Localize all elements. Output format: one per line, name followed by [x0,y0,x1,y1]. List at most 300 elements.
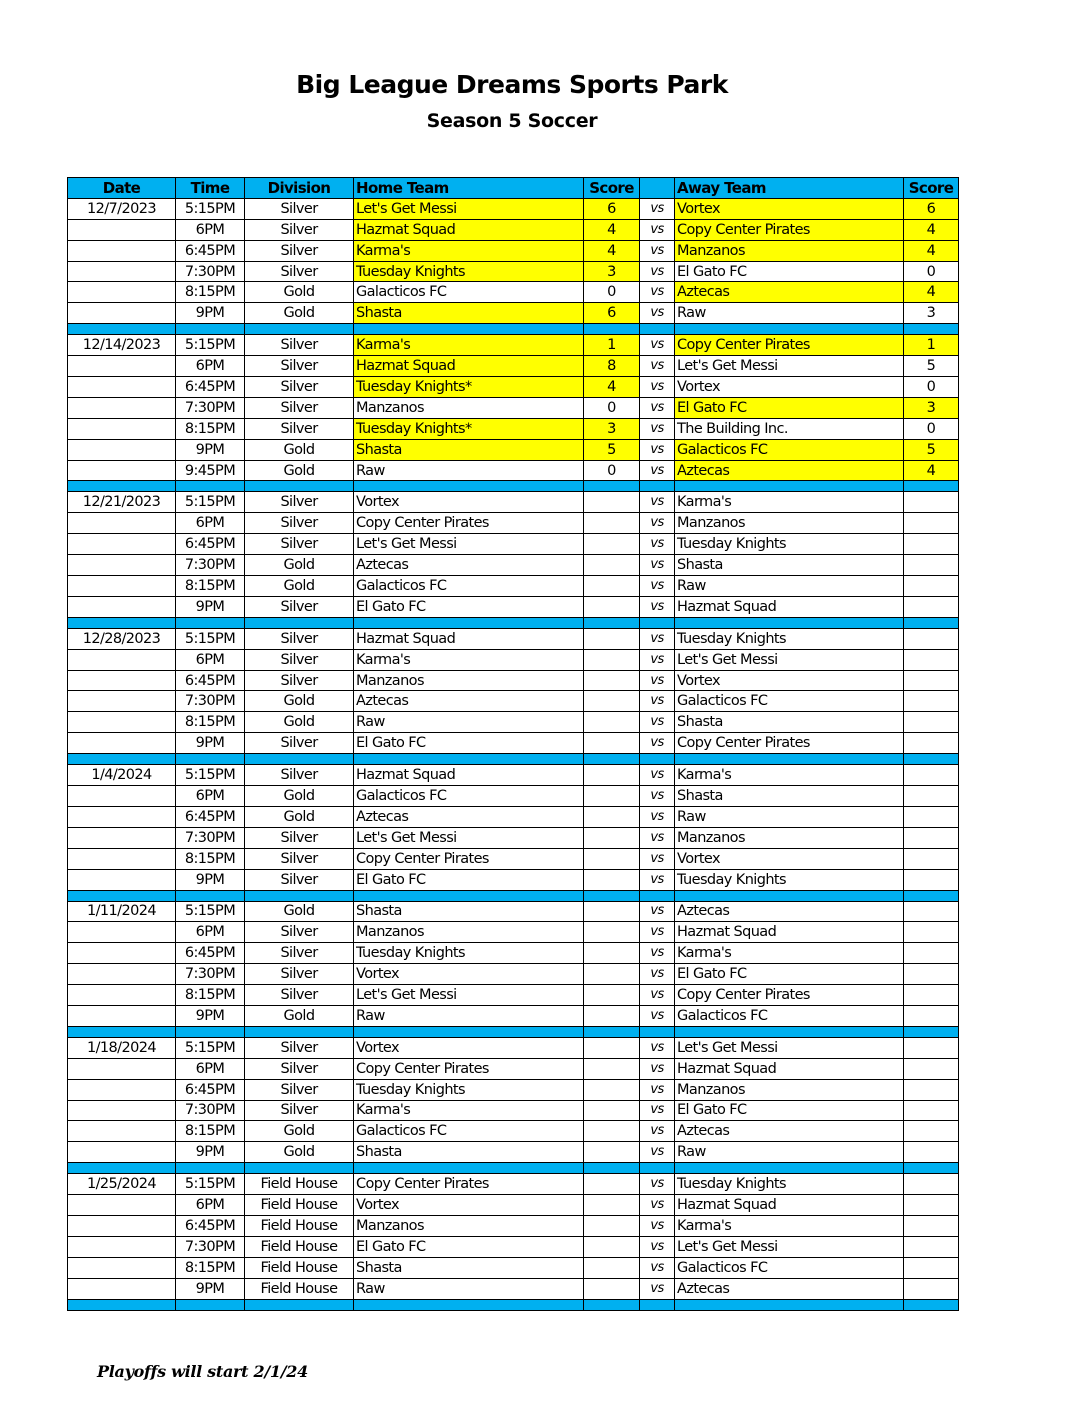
home-team-cell: Tuesday Knights [354,943,584,964]
home-team-cell: Shasta [354,1257,584,1278]
away-team-cell: Manzanos [675,513,904,534]
home-team-cell: Let's Get Messi [354,985,584,1006]
week-separator [68,324,959,335]
page-subtitle: Season 5 Soccer [426,110,598,132]
date-cell [68,985,176,1006]
away-score-cell [904,1100,959,1121]
time-cell: 9PM [176,1005,245,1026]
home-score-cell: 0 [584,397,640,418]
game-row [68,964,959,985]
home-score-cell [584,869,640,890]
away-score-cell [904,492,959,513]
date-cell [68,513,176,534]
separator-cell [904,1026,959,1037]
away-team-cell: Let's Get Messi [675,649,904,670]
home-score-cell: 6 [584,198,640,219]
date-cell [68,596,176,617]
division-cell: Silver [245,922,354,943]
game-row [68,356,959,377]
away-team-cell: Aztecas [675,1121,904,1142]
date-cell [68,691,176,712]
time-cell: 5:15PM [176,1174,245,1195]
home-score-cell [584,943,640,964]
away-score-cell [904,1236,959,1257]
vs-cell: vs [640,303,675,324]
separator-cell [904,754,959,765]
division-cell: Silver [245,943,354,964]
date-cell [68,1257,176,1278]
home-team-cell: Copy Center Pirates [354,513,584,534]
vs-cell: vs [640,869,675,890]
time-cell: 9PM [176,303,245,324]
home-score-cell [584,964,640,985]
vs-cell: vs [640,712,675,733]
separator-cell [68,754,176,765]
header-home-score: Score [584,178,640,199]
away-team-cell: Let's Get Messi [675,1236,904,1257]
game-row [68,1100,959,1121]
away-score-cell: 3 [904,303,959,324]
time-cell: 9PM [176,1142,245,1163]
date-cell: 1/11/2024 [68,901,176,922]
home-team-cell: Aztecas [354,555,584,576]
game-row [68,377,959,398]
time-cell: 7:30PM [176,691,245,712]
home-score-cell [584,733,640,754]
home-team-cell: Raw [354,1005,584,1026]
separator-cell [904,890,959,901]
separator-cell [640,617,675,628]
time-cell: 8:15PM [176,1257,245,1278]
time-cell: 8:15PM [176,985,245,1006]
division-cell: Gold [245,303,354,324]
separator-cell [675,617,904,628]
home-team-cell: Raw [354,712,584,733]
vs-cell: vs [640,356,675,377]
separator-cell [354,1163,584,1174]
away-score-cell [904,596,959,617]
separator-cell [640,754,675,765]
vs-cell: vs [640,240,675,261]
game-row [68,806,959,827]
vs-cell: vs [640,397,675,418]
time-cell: 7:30PM [176,1100,245,1121]
home-score-cell [584,492,640,513]
division-cell: Silver [245,765,354,786]
away-team-cell: Let's Get Messi [675,1037,904,1058]
division-cell: Gold [245,460,354,481]
game-row [68,712,959,733]
vs-cell: vs [640,1058,675,1079]
away-team-cell: Copy Center Pirates [675,985,904,1006]
week-separator [68,617,959,628]
separator-cell [68,481,176,492]
separator-cell [675,324,904,335]
vs-cell: vs [640,1005,675,1026]
game-row [68,670,959,691]
away-score-cell [904,534,959,555]
vs-cell: vs [640,261,675,282]
separator-cell [176,890,245,901]
home-team-cell: Tuesday Knights* [354,377,584,398]
playoffs-note: Playoffs will start 2/1/24 [97,1362,308,1381]
game-row [68,1121,959,1142]
time-cell: 6:45PM [176,1079,245,1100]
home-score-cell [584,765,640,786]
game-row [68,513,959,534]
schedule-body [68,198,959,1310]
away-score-cell: 5 [904,356,959,377]
vs-cell: vs [640,786,675,807]
home-score-cell: 8 [584,356,640,377]
away-score-cell [904,1037,959,1058]
away-score-cell [904,765,959,786]
separator-cell [176,324,245,335]
away-score-cell: 0 [904,418,959,439]
vs-cell: vs [640,534,675,555]
date-cell: 12/7/2023 [68,198,176,219]
home-team-cell: Galacticos FC [354,282,584,303]
time-cell: 6:45PM [176,240,245,261]
division-cell: Silver [245,356,354,377]
game-row [68,943,959,964]
time-cell: 7:30PM [176,555,245,576]
game-row [68,576,959,597]
away-score-cell [904,649,959,670]
time-cell: 6:45PM [176,943,245,964]
week-separator [68,481,959,492]
away-team-cell: El Gato FC [675,964,904,985]
vs-cell: vs [640,460,675,481]
vs-cell: vs [640,1037,675,1058]
division-cell: Silver [245,827,354,848]
vs-cell: vs [640,649,675,670]
away-team-cell: Raw [675,806,904,827]
date-cell [68,1100,176,1121]
away-score-cell [904,985,959,1006]
away-score-cell [904,712,959,733]
away-score-cell [904,901,959,922]
vs-cell: vs [640,377,675,398]
away-team-cell: Copy Center Pirates [675,219,904,240]
game-row [68,922,959,943]
game-row [68,848,959,869]
away-score-cell: 4 [904,460,959,481]
home-team-cell: Let's Get Messi [354,534,584,555]
division-cell: Silver [245,964,354,985]
game-row [68,335,959,356]
away-score-cell [904,691,959,712]
division-cell: Silver [245,628,354,649]
vs-cell: vs [640,1079,675,1100]
game-row [68,1174,959,1195]
home-team-cell: Manzanos [354,922,584,943]
separator-cell [584,890,640,901]
date-cell [68,439,176,460]
away-score-cell [904,786,959,807]
vs-cell: vs [640,806,675,827]
separator-cell [245,890,354,901]
away-score-cell [904,1195,959,1216]
time-cell: 6PM [176,356,245,377]
separator-cell [68,1026,176,1037]
home-score-cell [584,576,640,597]
away-score-cell [904,1079,959,1100]
separator-cell [245,1299,354,1310]
division-cell: Silver [245,848,354,869]
separator-cell [354,1026,584,1037]
separator-cell [245,1163,354,1174]
separator-cell [675,890,904,901]
division-cell: Silver [245,198,354,219]
division-cell: Silver [245,418,354,439]
home-score-cell [584,848,640,869]
date-cell: 12/21/2023 [68,492,176,513]
away-team-cell: Tuesday Knights [675,534,904,555]
division-cell: Field House [245,1278,354,1299]
date-cell [68,219,176,240]
time-cell: 9:45PM [176,460,245,481]
away-team-cell: Karma's [675,943,904,964]
away-score-cell: 0 [904,261,959,282]
game-row [68,303,959,324]
home-score-cell [584,712,640,733]
vs-cell: vs [640,985,675,1006]
separator-cell [904,1163,959,1174]
vs-cell: vs [640,555,675,576]
away-score-cell [904,1005,959,1026]
time-cell: 8:15PM [176,1121,245,1142]
home-team-cell: Vortex [354,1037,584,1058]
away-team-cell: Karma's [675,1215,904,1236]
separator-cell [68,1299,176,1310]
away-team-cell: El Gato FC [675,1100,904,1121]
separator-cell [245,754,354,765]
separator-cell [354,1299,584,1310]
game-row [68,397,959,418]
date-cell [68,943,176,964]
home-team-cell: Let's Get Messi [354,827,584,848]
away-score-cell [904,922,959,943]
time-cell: 6:45PM [176,377,245,398]
division-cell: Gold [245,691,354,712]
home-team-cell: Hazmat Squad [354,356,584,377]
division-cell: Silver [245,513,354,534]
away-team-cell: Manzanos [675,827,904,848]
separator-cell [354,324,584,335]
division-cell: Gold [245,901,354,922]
time-cell: 9PM [176,869,245,890]
vs-cell: vs [640,282,675,303]
vs-cell: vs [640,418,675,439]
home-team-cell: Galacticos FC [354,786,584,807]
time-cell: 7:30PM [176,397,245,418]
away-team-cell: Raw [675,576,904,597]
home-score-cell [584,649,640,670]
division-cell: Gold [245,555,354,576]
away-team-cell: Manzanos [675,1079,904,1100]
game-row [68,1195,959,1216]
time-cell: 5:15PM [176,901,245,922]
home-team-cell: Galacticos FC [354,1121,584,1142]
separator-cell [584,754,640,765]
date-cell [68,1005,176,1026]
away-score-cell [904,869,959,890]
time-cell: 9PM [176,1278,245,1299]
time-cell: 5:15PM [176,198,245,219]
date-cell [68,534,176,555]
game-row [68,1079,959,1100]
home-team-cell: Shasta [354,439,584,460]
home-score-cell [584,1037,640,1058]
game-row [68,649,959,670]
away-team-cell: Tuesday Knights [675,1174,904,1195]
home-score-cell: 3 [584,261,640,282]
time-cell: 8:15PM [176,282,245,303]
time-cell: 6:45PM [176,670,245,691]
home-team-cell: Copy Center Pirates [354,1174,584,1195]
separator-cell [245,1026,354,1037]
away-team-cell: Raw [675,1142,904,1163]
time-cell: 8:15PM [176,712,245,733]
away-score-cell: 5 [904,439,959,460]
date-cell [68,576,176,597]
away-team-cell: Karma's [675,765,904,786]
home-team-cell: El Gato FC [354,733,584,754]
home-score-cell [584,827,640,848]
date-cell [68,922,176,943]
home-score-cell [584,901,640,922]
home-score-cell [584,1278,640,1299]
away-score-cell: 0 [904,377,959,398]
home-team-cell: Manzanos [354,397,584,418]
time-cell: 7:30PM [176,1236,245,1257]
separator-cell [640,481,675,492]
division-cell: Field House [245,1257,354,1278]
separator-cell [176,1163,245,1174]
home-score-cell [584,628,640,649]
separator-cell [68,324,176,335]
time-cell: 5:15PM [176,628,245,649]
home-team-cell: Let's Get Messi [354,198,584,219]
away-team-cell: Tuesday Knights [675,628,904,649]
home-team-cell: Copy Center Pirates [354,1058,584,1079]
division-cell: Silver [245,219,354,240]
separator-cell [176,754,245,765]
away-score-cell [904,1142,959,1163]
time-cell: 8:15PM [176,848,245,869]
separator-cell [904,1299,959,1310]
time-cell: 7:30PM [176,827,245,848]
game-row [68,596,959,617]
away-team-cell: Galacticos FC [675,439,904,460]
game-row [68,869,959,890]
separator-cell [584,617,640,628]
separator-cell [68,890,176,901]
date-cell [68,555,176,576]
away-team-cell: Shasta [675,712,904,733]
division-cell: Silver [245,670,354,691]
away-team-cell: Aztecas [675,460,904,481]
game-row [68,1236,959,1257]
home-team-cell: El Gato FC [354,1236,584,1257]
date-cell [68,356,176,377]
separator-cell [904,617,959,628]
away-team-cell: Aztecas [675,282,904,303]
page-title: Big League Dreams Sports Park [296,70,728,99]
time-cell: 5:15PM [176,335,245,356]
vs-cell: vs [640,848,675,869]
game-row [68,1257,959,1278]
home-score-cell: 1 [584,335,640,356]
date-cell [68,303,176,324]
away-team-cell: Karma's [675,492,904,513]
division-cell: Silver [245,649,354,670]
vs-cell: vs [640,576,675,597]
away-team-cell: Shasta [675,786,904,807]
separator-cell [176,481,245,492]
time-cell: 6:45PM [176,1215,245,1236]
home-team-cell: El Gato FC [354,869,584,890]
home-score-cell: 5 [584,439,640,460]
home-team-cell: Manzanos [354,1215,584,1236]
time-cell: 6PM [176,219,245,240]
away-team-cell: Hazmat Squad [675,1058,904,1079]
home-team-cell: Tuesday Knights [354,1079,584,1100]
division-cell: Silver [245,492,354,513]
division-cell: Silver [245,397,354,418]
time-cell: 9PM [176,733,245,754]
away-score-cell [904,628,959,649]
week-separator [68,754,959,765]
vs-cell: vs [640,513,675,534]
division-cell: Silver [245,733,354,754]
separator-cell [354,481,584,492]
home-team-cell: Copy Center Pirates [354,848,584,869]
game-row [68,219,959,240]
home-score-cell [584,555,640,576]
vs-cell: vs [640,1121,675,1142]
division-cell: Silver [245,869,354,890]
separator-cell [354,890,584,901]
away-team-cell: Shasta [675,555,904,576]
away-team-cell: Hazmat Squad [675,596,904,617]
home-team-cell: Shasta [354,901,584,922]
home-score-cell [584,1142,640,1163]
away-score-cell: 4 [904,282,959,303]
away-team-cell: Vortex [675,198,904,219]
header-away-team: Away Team [675,178,904,199]
vs-cell: vs [640,733,675,754]
division-cell: Silver [245,985,354,1006]
away-score-cell: 3 [904,397,959,418]
game-row [68,901,959,922]
away-team-cell: Hazmat Squad [675,922,904,943]
date-cell [68,460,176,481]
division-cell: Silver [245,1037,354,1058]
away-score-cell [904,1215,959,1236]
time-cell: 6PM [176,922,245,943]
vs-cell: vs [640,219,675,240]
home-score-cell [584,534,640,555]
away-team-cell: Hazmat Squad [675,1195,904,1216]
home-team-cell: Shasta [354,303,584,324]
division-cell: Gold [245,712,354,733]
vs-cell: vs [640,1236,675,1257]
date-cell: 1/4/2024 [68,765,176,786]
time-cell: 5:15PM [176,492,245,513]
separator-cell [640,1163,675,1174]
